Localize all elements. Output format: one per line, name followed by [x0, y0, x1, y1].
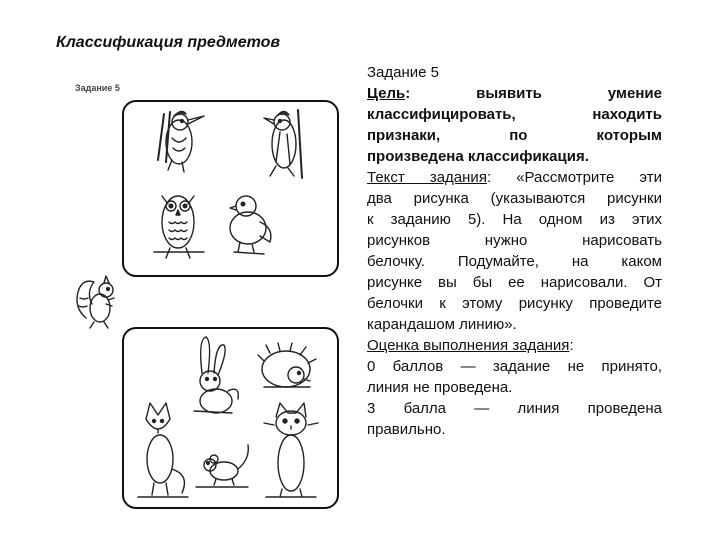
score-3-line-1: 3 балла — линия проведена: [367, 400, 662, 417]
task-text-line-6: рисунке вы бы ее нарисовали. От: [367, 274, 662, 291]
task-text-line-8: карандашом линию».: [367, 316, 517, 333]
fox-icon: [138, 403, 188, 497]
hedgehog-icon: [258, 343, 316, 387]
task-text-line-2: два рисунка (указываются рисунки: [367, 190, 662, 207]
task-heading: Задание 5: [367, 64, 440, 81]
animals-picture-panel: [122, 327, 339, 509]
woodpecker-icon: [158, 111, 204, 172]
goal-line-2: классифицировать, находить: [367, 106, 662, 123]
goal-line-3: признаки, по которым: [367, 127, 662, 144]
hare-icon: [194, 337, 238, 413]
goal-label: Цель: [367, 85, 406, 102]
score-0-line-2: линия не проведена.: [367, 379, 513, 396]
figure-task-label: Задание 5: [75, 83, 120, 93]
mouse-icon: [196, 445, 248, 487]
task-text-line-7: белочки к этому рисунку проведите: [367, 295, 662, 312]
task-text-line-5: белочку. Подумайте, на каком: [367, 253, 662, 270]
squirrel-icon: [77, 276, 114, 328]
goal-line-4: произведена классификация.: [367, 148, 589, 165]
sparrow-icon: [230, 196, 271, 254]
owl-icon: [154, 196, 204, 258]
task-text-line-3: к заданию 5). На одном из этих: [367, 211, 662, 228]
squirrel-picture: [72, 268, 124, 330]
task-text-line-4: рисунков нужно нарисовать: [367, 232, 662, 249]
score-0-line-1: 0 баллов — задание не принято,: [367, 358, 662, 375]
evaluation-heading: Оценка выполнения задания:: [367, 337, 574, 354]
score-3-line-2: правильно.: [367, 421, 446, 438]
birds-picture-panel: [122, 100, 339, 277]
page-title: Классификация предметов: [56, 34, 281, 51]
cat-icon: [264, 403, 318, 497]
woodpecker-icon: [264, 110, 302, 178]
task-text-line-1: Текст задания: «Рассмотрите эти: [367, 169, 662, 186]
task-text-label: Текст задания: [367, 169, 487, 186]
task-description: [367, 62, 662, 440]
evaluation-label: Оценка выполнения задания: [367, 337, 570, 354]
goal-line-1: Цель: выявить умение: [367, 85, 662, 102]
